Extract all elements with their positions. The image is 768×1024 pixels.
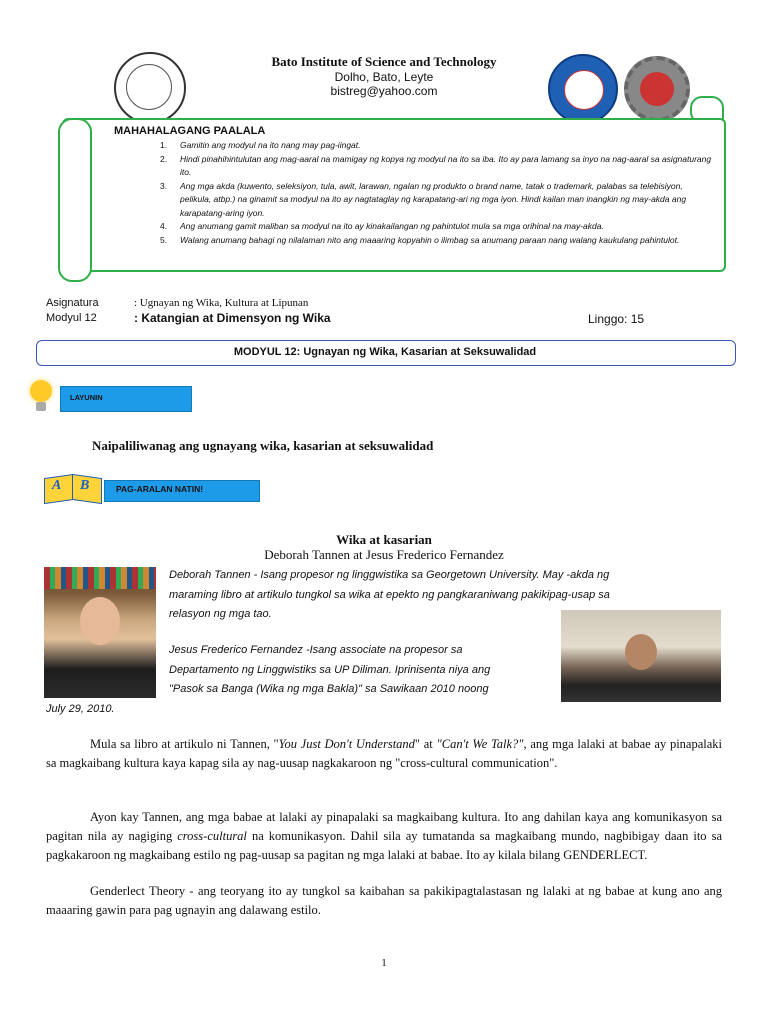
paragraph-2: Ayon kay Tannen, ang mga babae at lalaki ay pinapalaki sa magkaibang kultura. Ito ang dahilan kaya ang komunikasyon sa pagitan nila ay nagiging cross-cultural na komunikasyon. Dahil sila ay tumatanda sa magkaibang mundo, nagbibigay daan ito sa pagkakaroon ng magkaibang estilo ng pag-uusap sa pagitan ng mga lalaki at babae. Ito ay kilala bilang GENDERLECT. [46, 810, 723, 862]
paragraph-3: Genderlect Theory - ang teoryang ito ay tungkol sa kaibahan sa pakikipagtalastasan ng lalaki at ng babae at kung ano ang maaaring gawin para pag ugnayin ang dalawang estilo. [46, 884, 722, 917]
gear-seal-icon [624, 56, 690, 122]
paragraph-1: Mula sa libro at artikulo ni Tannen, "You Just Don't Understand" at "Can't We Talk?", ang mga lalaki at babae ay pinapalaki sa magkaibang kultura kaya kapag sila ay nag-uusap nagkakaroon ng "cross-cultural communication". [46, 737, 723, 770]
deborah-tannen-photo [44, 567, 156, 698]
school-name: Bato Institute of Science and Technology [271, 54, 497, 69]
page-number: 1 [381, 957, 387, 969]
teachers-education-seal-icon [548, 54, 618, 124]
tannen-bio: Deborah Tannen - Isang propesor ng linggwistika sa Georgetown University. May -akda ng maraming libro at artikulo tungkol sa wika at epekto ng pangkaraniwang pakikipag-usap sa relasyon ng mga tao. [169, 569, 610, 620]
reminder-item: 2. Hindi pinahihintulutan ang mag-aaral na mamigay ng kopya ng modyul na ito sa iba. Ito ay para lamang sa inyo na nag-aaral sa asignaturang ito. [160, 153, 712, 177]
pag-aralan-label: PAG-ARALAN NATIN! [116, 484, 204, 494]
reminder-item: 3. Ang mga akda (kuwento, seleksiyon, tula, awit, larawan, ngalan ng produkto o brand name, tatak o trademark, palabas sa telebisiyon, pelikula, atbp.) na ginamit sa modyul na ito ay nagtataglay ng karapatang-ari ng mga iyon. Hindi kailan man inangkin ng may-akda ang karapatang-aring iyon. [160, 180, 687, 218]
ab-book-icon: A B [44, 474, 102, 502]
scroll-roll-decoration [58, 118, 92, 282]
school-address: Dolho, Bato, Leyte [334, 70, 434, 84]
linggo: Linggo: 15 [588, 312, 645, 326]
reminder-item: 1. Gamitin ang modyul na ito nang may pag-iingat. [160, 140, 361, 150]
modyul-value: : Katangian at Dimensyon ng Wika [134, 311, 331, 325]
learning-goal: Naipaliliwanag ang ugnayang wika, kasarian at seksuwalidad [92, 438, 434, 453]
fernandez-bio: Jesus Frederico Fernandez -Isang associate na propesor sa Departamento ng Linggwistiks sa UP Diliman. Iprinisenta niya ang "Pasok sa Banga (Wika ng mga Bakla)" sa Sawikaan 2010 noong [169, 644, 491, 695]
reminder-list [150, 139, 715, 247]
lightbulb-icon [26, 378, 56, 414]
article-title: Wika at kasarian [336, 532, 432, 547]
module-title: MODYUL 12: Ugnayan ng Wika, Kasarian at Seksuwalidad [233, 346, 537, 358]
reminder-title: MAHAHALAGANG PAALALA [114, 125, 266, 137]
asignatura-value: : Ugnayan ng Wika, Kultura at Lipunan [134, 297, 309, 309]
reminder-item: 4. Ang anumang gamit maliban sa modyul na ito ay kinakailangan ng pahintulot mula sa mga orihinal na may-akda. [160, 221, 604, 231]
layunin-label: LAYUNIN [70, 393, 103, 402]
asignatura-label: Asignatura [46, 297, 99, 309]
article-subtitle: Deborah Tannen at Jesus Frederico Fernandez [264, 547, 504, 562]
fernandez-bio-date: July 29, 2010. [46, 703, 115, 715]
modyul-label: Modyul 12 [46, 312, 97, 324]
reminder-item: 5. Walang anumang bahagi ng nilalaman nito ang maaaring kopyahin o ilimbag sa anumang paraan nang walang kaukulang pahintulot. [160, 234, 680, 245]
school-email: bistreg@yahoo.com [330, 84, 438, 98]
